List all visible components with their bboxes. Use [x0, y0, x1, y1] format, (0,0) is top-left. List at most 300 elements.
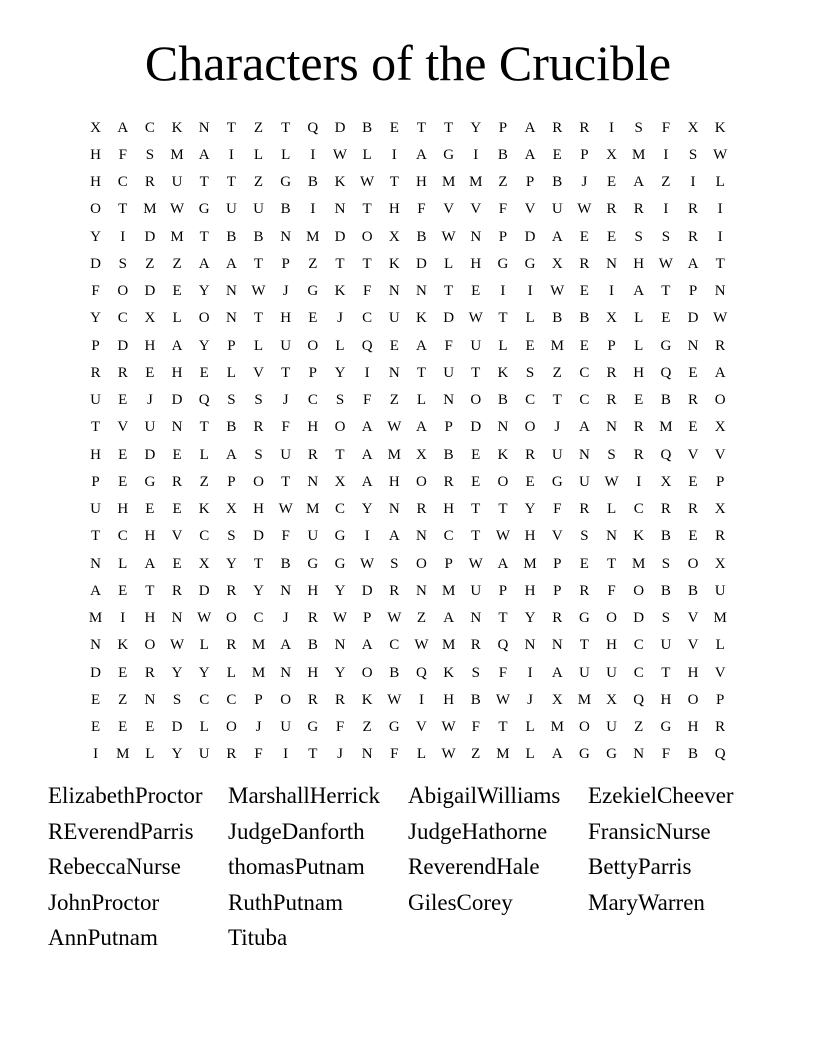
grid-letter: P [498, 228, 508, 245]
grid-letter: V [524, 201, 536, 218]
grid-letter: P [444, 555, 453, 572]
grid-letter: U [198, 746, 210, 763]
grid-letter: T [335, 446, 345, 463]
grid-letter: A [90, 582, 101, 599]
grid-letter: W [332, 610, 348, 627]
grid-letter: O [470, 392, 482, 409]
grid-letter: L [226, 664, 236, 681]
grid-letter: D [144, 228, 156, 245]
grid-letter: H [606, 637, 617, 654]
grid-row [82, 141, 734, 168]
grid-letter: J [255, 719, 262, 736]
grid-letter: N [225, 283, 237, 300]
grid-letter: T [498, 310, 508, 327]
grid-letter: J [554, 419, 561, 436]
grid-letter: A [578, 419, 590, 436]
grid-letter: T [444, 119, 454, 136]
grid-letter: Z [498, 174, 508, 191]
grid-letter: P [607, 337, 616, 354]
grid-letter: F [444, 337, 453, 354]
grid-letter: Z [118, 691, 128, 708]
grid-letter: M [632, 146, 646, 163]
grid-letter: A [416, 146, 427, 163]
grid-letter: D [253, 528, 264, 545]
grid-letter: D [361, 582, 373, 599]
grid-letter: K [416, 310, 427, 327]
grid-letter: H [470, 255, 482, 272]
grid-letter: E [199, 364, 209, 381]
grid-letter: E [606, 174, 617, 191]
grid-letter: X [225, 501, 237, 518]
grid-letter: U [280, 719, 292, 736]
grid-letter: Z [552, 364, 562, 381]
grid-letter: I [310, 146, 316, 163]
grid-letter: A [361, 473, 373, 490]
grid-letter: U [388, 310, 400, 327]
grid-letter: M [387, 446, 401, 463]
grid-letter: K [117, 637, 129, 654]
grid-letter: T [281, 473, 291, 490]
grid-letter: N [198, 119, 210, 136]
grid-letter: X [416, 446, 427, 463]
grid-letter: D [171, 392, 183, 409]
grid-letter: R [606, 392, 617, 409]
grid-letter: T [145, 582, 155, 599]
grid-letter: O [90, 201, 101, 218]
grid-letter: T [416, 119, 427, 136]
grid-letter: H [633, 364, 645, 381]
word-list-item: MaryWarren [588, 889, 705, 915]
grid-letter: B [552, 310, 563, 327]
grid-letter: K [171, 119, 183, 136]
grid-letter: N [606, 255, 617, 272]
grid-letter: Y [334, 664, 346, 681]
grid-letter: N [388, 364, 400, 381]
grid-letter: T [253, 555, 264, 572]
grid-letter: Q [198, 392, 210, 409]
grid-letter: V [714, 446, 726, 463]
grid-letter: B [307, 174, 318, 191]
grid-letter: W [550, 283, 565, 300]
grid-letter: B [307, 637, 318, 654]
grid-letter: F [417, 201, 426, 218]
word-list-item: thomasPutnam [228, 854, 365, 880]
grid-letter: I [310, 201, 316, 218]
word-list-item: Tituba [228, 925, 288, 951]
grid-row [82, 605, 734, 632]
grid-letter: D [334, 228, 346, 245]
grid-letter: T [552, 392, 562, 409]
grid-letter: Z [253, 119, 264, 136]
grid-letter: S [172, 691, 182, 708]
grid-letter: H [388, 201, 400, 218]
grid-letter: H [171, 364, 183, 381]
grid-letter: A [551, 228, 563, 245]
grid-letter: S [145, 146, 155, 163]
grid-letter: O [144, 637, 156, 654]
grid-letter: B [226, 228, 237, 245]
grid-letter: R [579, 119, 590, 136]
grid-letter: E [579, 228, 589, 245]
grid-letter: L [715, 174, 725, 191]
grid-letter: A [633, 283, 645, 300]
grid-letter: I [364, 364, 370, 381]
grid-letter: V [117, 419, 129, 436]
grid-letter: H [443, 691, 455, 708]
grid-letter: L [362, 146, 372, 163]
grid-letter: M [659, 419, 673, 436]
grid-letter: F [661, 119, 671, 136]
grid-letter: Y [198, 283, 210, 300]
word-list-item: JudgeDanforth [228, 818, 365, 844]
grid-letter: H [633, 255, 645, 272]
grid-letter: I [228, 146, 234, 163]
grid-letter: T [606, 555, 617, 572]
grid-letter: R [579, 255, 590, 272]
grid-letter: B [497, 392, 508, 409]
grid-letter: R [144, 174, 155, 191]
grid-letter: E [471, 283, 481, 300]
grid-letter: H [144, 610, 156, 627]
grid-letter: N [334, 637, 346, 654]
grid-letter: M [496, 746, 510, 763]
grid-letter: P [553, 555, 562, 572]
grid-row [82, 278, 734, 305]
grid-letter: F [498, 664, 508, 681]
grid-letter: Z [172, 255, 182, 272]
grid-letter: N [307, 473, 319, 490]
grid-letter: F [607, 582, 616, 599]
grid-letter: F [335, 719, 345, 736]
grid-letter: P [227, 473, 236, 490]
grid-letter: E [688, 473, 698, 490]
grid-letter: D [90, 664, 101, 681]
grid-letter: O [687, 691, 699, 708]
grid-letter: D [171, 719, 183, 736]
grid-letter: W [713, 310, 728, 327]
grid-letter: O [198, 310, 210, 327]
grid-letter: N [443, 392, 455, 409]
grid-letter: P [227, 337, 236, 354]
grid-letter: I [527, 664, 533, 681]
grid-letter: G [578, 610, 590, 627]
grid-letter: I [283, 746, 289, 763]
grid-letter: D [524, 228, 536, 245]
grid-letter: M [251, 637, 266, 654]
grid-letter: G [334, 555, 346, 572]
grid-letter: M [577, 691, 592, 708]
grid-letter: L [634, 337, 644, 354]
grid-letter: T [281, 119, 291, 136]
grid-letter: U [660, 637, 672, 654]
grid-letter: N [497, 419, 509, 436]
grid-letter: U [606, 664, 617, 681]
grid-letter: C [117, 174, 128, 191]
grid-letter: L [498, 337, 508, 354]
grid-letter: E [471, 446, 481, 463]
grid-letter: M [306, 501, 320, 518]
grid-letter: P [688, 283, 698, 300]
grid-letter: N [334, 201, 346, 218]
grid-row [82, 114, 734, 141]
grid-letter: J [282, 392, 289, 409]
grid-letter: W [387, 691, 402, 708]
grid-letter: B [660, 392, 671, 409]
grid-letter: E [118, 446, 128, 463]
grid-letter: W [360, 555, 375, 572]
grid-letter: B [280, 201, 291, 218]
grid-letter: L [281, 146, 291, 163]
grid-letter: T [471, 501, 481, 518]
word-list-item: GilesCorey [408, 889, 513, 915]
grid-letter: W [604, 473, 619, 490]
grid-letter: S [634, 228, 643, 245]
grid-letter: U [714, 582, 726, 599]
grid-letter: R [688, 392, 699, 409]
grid-letter: B [362, 119, 373, 136]
grid-row [82, 250, 734, 277]
grid-letter: Y [198, 664, 210, 681]
grid-letter: P [362, 610, 372, 627]
grid-letter: V [253, 364, 264, 381]
grid-letter: F [91, 283, 100, 300]
grid-letter: W [577, 201, 592, 218]
grid-letter: E [579, 337, 589, 354]
grid-row [82, 741, 734, 768]
grid-letter: L [199, 637, 209, 654]
grid-letter: U [253, 201, 264, 218]
grid-letter: D [443, 310, 455, 327]
grid-letter: H [660, 691, 672, 708]
grid-letter: G [198, 201, 210, 218]
grid-letter: E [118, 473, 128, 490]
grid-letter: A [361, 446, 373, 463]
grid-letter: W [387, 419, 402, 436]
grid-row [82, 496, 734, 523]
grid-letter: W [468, 310, 483, 327]
grid-letter: C [199, 528, 210, 545]
grid-letter: F [254, 746, 263, 763]
grid-letter: R [389, 582, 400, 599]
grid-letter: U [144, 419, 156, 436]
grid-letter: N [144, 691, 156, 708]
grid-letter: I [663, 201, 669, 218]
grid-letter: M [713, 610, 727, 627]
grid-letter: P [716, 691, 725, 708]
grid-letter: B [226, 419, 237, 436]
grid-letter: W [278, 501, 293, 518]
grid-letter: L [118, 555, 128, 572]
grid-letter: T [199, 228, 209, 245]
grid-letter: I [717, 201, 723, 218]
grid-letter: E [145, 719, 155, 736]
word-list-item: JudgeHathorne [408, 818, 548, 844]
grid-letter: S [335, 392, 345, 409]
grid-row [82, 523, 734, 550]
grid-letter: T [444, 283, 454, 300]
grid-letter: I [120, 610, 126, 627]
grid-letter: G [307, 719, 319, 736]
grid-letter: N [416, 528, 427, 545]
grid-letter: N [225, 310, 237, 327]
grid-letter: Z [471, 746, 481, 763]
grid-letter: R [226, 637, 237, 654]
grid-letter: S [661, 555, 671, 572]
grid-letter: Z [634, 719, 644, 736]
grid-letter: S [254, 446, 263, 463]
grid-letter: T [199, 174, 209, 191]
grid-row [82, 414, 734, 441]
word-list-item: FransicNurse [588, 818, 711, 844]
grid-row [82, 550, 734, 577]
grid-letter: H [90, 146, 101, 163]
grid-row [82, 686, 734, 713]
grid-letter: A [551, 746, 563, 763]
grid-letter: S [661, 228, 671, 245]
grid-letter: I [418, 691, 424, 708]
grid-letter: A [416, 337, 427, 354]
grid-letter: W [441, 228, 456, 245]
grid-letter: T [308, 746, 318, 763]
grid-letter: W [441, 746, 456, 763]
grid-letter: K [497, 446, 509, 463]
grid-letter: W [251, 283, 266, 300]
grid-letter: T [579, 637, 589, 654]
grid-letter: L [606, 501, 617, 518]
word-list-item: ReverendHale [408, 854, 540, 880]
grid-letter: N [388, 283, 400, 300]
grid-letter: M [88, 610, 103, 627]
word-list-item: RuthPutnam [228, 889, 344, 915]
grid-letter: M [170, 146, 184, 163]
grid-letter: Y [334, 582, 346, 599]
grid-letter: B [660, 528, 671, 545]
grid-letter: G [660, 337, 672, 354]
grid-letter: Y [198, 337, 210, 354]
grid-letter: A [280, 637, 292, 654]
grid-letter: G [280, 174, 292, 191]
grid-letter: E [688, 528, 698, 545]
grid-letter: B [497, 146, 508, 163]
word-list-item: JohnProctor [48, 889, 160, 915]
grid-letter: E [552, 146, 562, 163]
grid-letter: E [145, 501, 155, 518]
grid-letter: A [171, 337, 183, 354]
grid-letter: A [225, 255, 237, 272]
grid-letter: I [500, 283, 506, 300]
grid-letter: M [441, 174, 456, 191]
grid-row [82, 169, 734, 196]
grid-letter: U [225, 201, 237, 218]
grid-letter: M [441, 637, 456, 654]
grid-letter: B [688, 582, 699, 599]
grid-letter: L [253, 337, 264, 354]
grid-letter: E [172, 283, 182, 300]
grid-letter: Q [714, 746, 726, 763]
grid-letter: M [116, 746, 130, 763]
grid-letter: G [388, 719, 400, 736]
grid-letter: S [227, 528, 236, 545]
grid-letter: E [525, 337, 535, 354]
grid-letter: A [198, 146, 210, 163]
grid-letter: T [362, 201, 372, 218]
grid-letter: I [690, 174, 696, 191]
grid-letter: X [606, 691, 617, 708]
grid-letter: D [144, 283, 156, 300]
grid-letter: H [90, 446, 101, 463]
grid-letter: A [416, 419, 427, 436]
grid-letter: N [361, 746, 373, 763]
grid-letter: O [225, 719, 237, 736]
grid-letter: O [361, 228, 373, 245]
grid-letter: M [306, 228, 320, 245]
grid-letter: S [390, 555, 399, 572]
grid-letter: F [553, 501, 562, 518]
grid-letter: R [633, 419, 644, 436]
grid-letter: W [441, 719, 456, 736]
grid-letter: C [199, 691, 210, 708]
grid-letter: J [337, 746, 343, 763]
word-list-item: BettyParris [588, 854, 692, 880]
grid-letter: Z [253, 174, 264, 191]
grid-letter: R [633, 201, 644, 218]
grid-letter: R [90, 364, 101, 381]
grid-letter: J [581, 174, 588, 191]
grid-letter: Y [171, 746, 183, 763]
grid-letter: P [308, 364, 317, 381]
word-list-item: REverendParris [48, 818, 194, 844]
grid-letter: H [687, 719, 699, 736]
grid-letter: H [524, 528, 536, 545]
grid-letter: R [579, 501, 590, 518]
grid-letter: J [527, 691, 533, 708]
grid-letter: A [687, 255, 699, 272]
grid-letter: Z [145, 255, 155, 272]
grid-letter: U [443, 364, 455, 381]
grid-letter: E [579, 283, 589, 300]
grid-letter: S [688, 146, 698, 163]
grid-row [82, 441, 734, 468]
grid-letter: N [633, 746, 645, 763]
grid-letter: R [552, 610, 563, 627]
grid-letter: K [334, 283, 346, 300]
grid-letter: N [551, 637, 563, 654]
grid-letter: Z [661, 174, 671, 191]
grid-letter: E [688, 364, 698, 381]
grid-letter: P [444, 419, 453, 436]
grid-letter: T [253, 310, 264, 327]
grid-letter: T [362, 255, 372, 272]
grid-letter: L [199, 446, 209, 463]
grid-letter: P [91, 473, 100, 490]
grid-letter: F [661, 746, 671, 763]
grid-letter: O [606, 610, 617, 627]
grid-letter: M [550, 719, 564, 736]
grid-letter: V [714, 664, 726, 681]
grid-letter: R [660, 501, 671, 518]
grid-letter: E [118, 664, 128, 681]
grid-letter: W [713, 146, 728, 163]
grid-letter: M [523, 555, 537, 572]
grid-letter: C [307, 392, 318, 409]
grid-letter: R [117, 364, 128, 381]
grid-letter: W [495, 691, 510, 708]
grid-letter: T [226, 174, 236, 191]
grid-letter: E [471, 473, 481, 490]
grid-letter: C [579, 392, 590, 409]
grid-letter: X [714, 501, 726, 518]
grid-letter: T [471, 528, 481, 545]
